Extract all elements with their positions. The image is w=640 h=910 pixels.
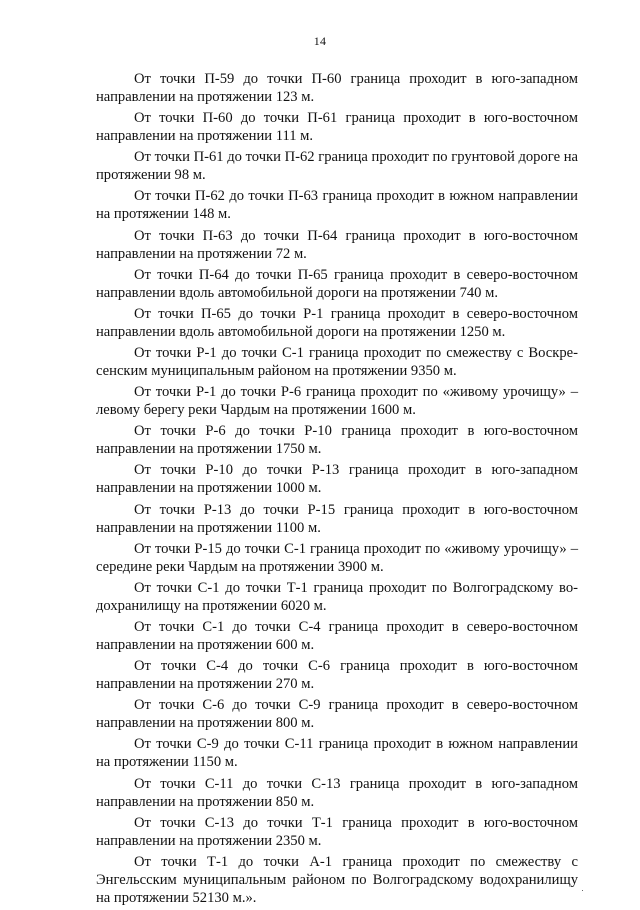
paragraph: От точки С-4 до точки С-6 граница проходит в юго-восточном направлении на протяжении 270 м. [96, 658, 578, 693]
paragraph: От точки С-11 до точки С-13 граница проходит в юго-западном направлении на протяжении 850 м. [96, 775, 578, 810]
paragraph: От точки П-63 до точки П-64 граница проходит в юго-восточном направлении на протяжении 72 м. [96, 227, 578, 262]
paragraph: От точки Р-1 до точки Р-6 граница проходит по «живому урочищу» – левому берегу реки Чардым на протяжении 1600 м. [96, 384, 578, 419]
paragraph: От точки С-1 до точки С-4 граница проходит в северо-восточном направлении на протяжении 600 м. [96, 618, 578, 653]
paragraph: От точки П-61 до точки П-62 граница проходит по грунтовой дороге на протяжении 98 м. [96, 149, 578, 184]
paragraph: От точки П-64 до точки П-65 граница проходит в северо-восточном направлении вдоль автомобильной дороги на протяжении 740 м. [96, 266, 578, 301]
paragraph: От точки П-65 до точки Р-1 граница проходит в северо-восточном направлении вдоль автомобильной дороги на протяжении 1250 м. [96, 305, 578, 340]
paragraph: От точки П-59 до точки П-60 граница проходит в юго-западном направлении на протяжении 123 м. [96, 71, 578, 105]
paragraph: От точки П-62 до точки П-63 граница проходит в южном направлении на протяжении 148 м. [96, 188, 578, 223]
paragraph: От точки Р-6 до точки Р-10 граница проходит в юго-восточном направлении на протяжении 1750 м. [96, 423, 578, 458]
paragraph: От точки Р-13 до точки Р-15 граница проходит в юго-восточном направлении на протяжении 1100 м. [96, 501, 578, 536]
document-body [96, 70, 578, 910]
paragraph: От точки С-9 до точки С-11 граница проходит в южном направлении на протяжении 1150 м. [96, 736, 578, 771]
paragraph: От точки Р-1 до точки С-1 граница проходит по смежеству с Воскресенским муниципальным районом на протяжении 9350 м. [96, 344, 578, 379]
paragraph: От точки Т-1 до точки А-1 граница проходит по смежеству с Энгельсским муниципальным районом по Волгоградскому водохранилищу на протяжении 52130 м.». [96, 853, 578, 906]
page-number: 14 [313, 34, 327, 48]
paragraph: От точки П-60 до точки П-61 граница проходит в юго-восточном направлении на протяжении 111 м. [96, 110, 578, 145]
paragraph: От точки Р-15 до точки С-1 граница проходит по «живому урочищу» – середине реки Чардым на протяжении 3900 м. [96, 540, 578, 575]
scan-speck [582, 890, 583, 891]
paragraph: От точки С-13 до точки Т-1 граница проходит в юго-восточном направлении на протяжении 2350 м. [96, 814, 578, 849]
paragraph: От точки Р-10 до точки Р-13 граница проходит в юго-западном направлении на протяжении 1000 м. [96, 462, 578, 497]
paragraph: От точки С-1 до точки Т-1 граница проходит по Волгоградскому водохранилищу на протяжении 6020 м. [96, 579, 578, 614]
paragraph: От точки С-6 до точки С-9 граница проходит в северо-восточном направлении на протяжении 800 м. [96, 697, 578, 732]
